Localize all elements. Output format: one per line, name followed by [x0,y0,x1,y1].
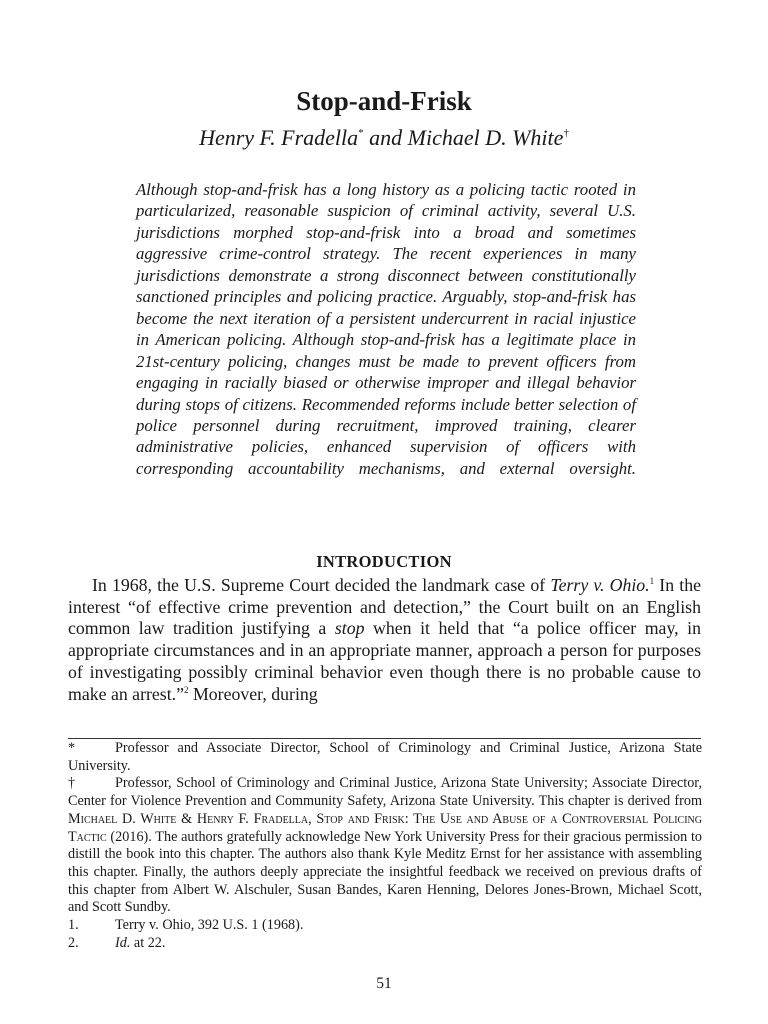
footnote-dagger-text-b: (2016). The authors gratefully acknowledge New York University Press for their gracious permission to distill the book into this chapter. The authors also thank Kyle Meditz Ernst for her assistance with assembling this chapter. Finally, the authors deeply appreciate the insightful feedback we received on previous drafts of this chapter from Albert W. Alschuler, Susan Bandes, Karen Henning, Delores Jones-Brown, Michael Scott, and Scott Sundby. [68,828,702,916]
introduction-heading: INTRODUCTION [316,552,452,571]
author-white: Michael D. White [407,125,564,150]
author-joiner: and [363,125,408,150]
author-fradella: Henry F. Fradella [199,125,359,150]
chapter-title: Stop-and-Frisk [296,86,472,116]
footnote-1-number: 1. [68,917,79,934]
footnote-ref-1[interactable]: 1 [649,576,655,586]
footnote-divider [68,738,701,739]
footnote-star [68,740,702,775]
footnote-ref-2[interactable]: 2 [184,684,189,695]
footnote-mark-star: * [68,740,76,756]
author-footnote-mark-star[interactable]: * [358,127,364,139]
intro-text-2: In the interest “of effective crime prevention and detection,” the Court built on an English common law tradition justifying a [68,575,702,639]
footnote-dagger [68,775,702,917]
footnotes-section [68,740,702,952]
footnote-dagger-text-a: Professor, School of Criminology and Criminal Justice, Arizona State University; Associate Director, Center for Violence Prevention and Community Safety, Arizona State University. This chapter is derived from [68,775,702,810]
footnote-2-id: Id. [115,934,131,951]
footnote-1-text: Terry v. Ohio, 392 U.S. 1 (1968). [115,917,304,934]
footnote-2 [68,935,702,953]
author-footnote-mark-dagger[interactable]: † [563,127,569,139]
intro-text-1: In 1968, the U.S. Supreme Court decided the landmark case of [92,575,551,595]
book-citation: Michael D. White & Henry F. Fradella, Stop and Frisk: The Use and Abuse of a Controversial Policing Tactic [68,810,702,845]
footnote-star-text: Professor and Associate Director, School of Criminology and Criminal Justice, Arizona State University. [68,740,702,774]
emphasis-stop: stop [334,618,365,639]
author-line [0,123,768,153]
case-name-terry: Terry v. Ohio. [550,575,650,595]
introduction-paragraph [68,575,701,705]
footnote-mark-dagger: † [68,775,76,792]
page-number: 51 [376,975,392,992]
intro-text-3: when it held that “a police officer may, in appropriate circumstances and in an appropriate manner, approach a person for purposes of investigating possibly criminal behavior even though there is no probable cause to make an arrest.” [68,618,701,704]
intro-text-4: Moreover, during [188,683,318,704]
footnote-2-text: at 22. [130,934,166,951]
abstract-paragraph: Although stop-and-frisk has a long history as a policing tactic rooted in particularized, reasonable suspicion of criminal activity, several U.S. jurisdictions morphed stop-and-frisk into a broad and sometimes aggressive crime-control strategy. The recent experiences in many jurisdictions demonstrate a strong disconnect between constitutionally sanctioned principles and policing practice. Arguably, stop-and-frisk has become the next iteration of a persistent undercurrent in racial injustice in American policing. Although stop-and-frisk has a legitimate place in 21st-century policing, changes must be made to prevent officers from engaging in racially biased or otherwise improper and illegal behavior during stops of citizens. Recommended reforms include better selection of police personnel during recruitment, improved training, clearer administrative policies, enhanced supervision of officers with corresponding accountability mechanisms, and external oversight. [136,180,636,478]
footnote-2-number: 2. [68,934,79,951]
footnote-1 [68,917,702,935]
